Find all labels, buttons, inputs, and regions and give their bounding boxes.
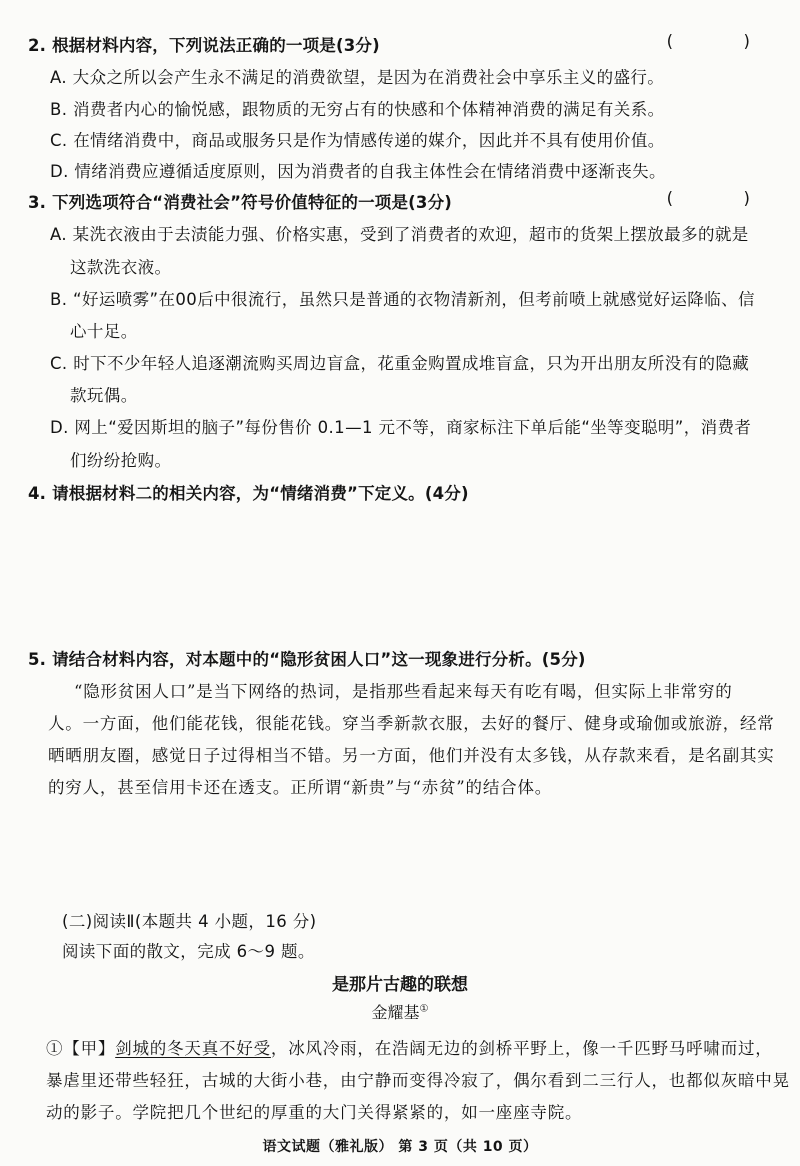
essay-underlined-sentence: 剑城的冬天真不好受	[115, 1039, 271, 1058]
essay-author-footnote-marker: ①	[419, 1003, 429, 1015]
question-5-stem: 5. 请结合材料内容，对本题中的“隐形贫困人口”这一现象进行分析。(5分)	[28, 650, 586, 669]
essay-paragraph-1-line1-rest: ，冰风冷雨，在浩阔无边的剑桥平野上，像一千匹野马呼啸而过，	[270, 1039, 773, 1058]
question-3-option-b-line1: B. “好运喷雾”在00后中很流行，虽然只是普通的衣物清新剂，但考前喷上就感觉好运降临、信	[50, 290, 755, 309]
essay-paragraph-marker: ①【甲】	[46, 1039, 116, 1058]
question-5-material-line3: 晒晒朋友圈，感觉日子过得相当不错。另一方面，他们并没有太多钱，从存款来看，是名副其实	[48, 746, 775, 765]
question-3-option-a-line1: A. 某洗衣液由于去渍能力强、价格实惠，受到了消费者的欢迎，超市的货架上摆放最多的就是	[50, 225, 749, 244]
page-footer: 语文试题（雅礼版） 第 3 页（共 10 页）	[262, 1139, 538, 1155]
question-2-option-a: A. 大众之所以会产生永不满足的消费欲望，是因为在消费社会中享乐主义的盛行。	[50, 68, 665, 87]
question-4-answer-space	[28, 510, 768, 640]
essay-author-name: 金耀基	[371, 1003, 420, 1022]
question-3-option-b-line2: 心十足。	[70, 322, 138, 341]
question-3-answer-bracket: ( )	[666, 189, 770, 208]
question-2-option-d: D. 情绪消费应遵循适度原则，因为消费者的自我主体性会在情绪消费中逐渐丧失。	[50, 162, 666, 181]
question-3-stem: 3. 下列选项符合“消费社会”符号价值特征的一项是(3分)	[28, 193, 453, 212]
question-4-stem: 4. 请根据材料二的相关内容，为“情绪消费”下定义。(4分)	[28, 484, 469, 503]
essay-author	[0, 1000, 800, 1023]
question-5-material-line4: 的穷人，甚至信用卡还在透支。正所谓“新贵”与“赤贫”的结合体。	[48, 778, 553, 797]
section-2-instruction: 阅读下面的散文，完成 6～9 题。	[62, 942, 315, 961]
question-2-answer-bracket: ( )	[666, 32, 770, 51]
question-3-option-c-line1: C. 时下不少年轻人追逐潮流购买周边盲盒，花重金购置成堆盲盒，只为开出朋友所没有的隐藏	[50, 354, 750, 373]
question-2-option-b: B. 消费者内心的愉悦感，跟物质的无穷占有的快感和个体精神消费的满足有关系。	[50, 100, 665, 119]
essay-paragraph-1-line3: 动的影子。学院把几个世纪的厚重的大门关得紧紧的，如一座座寺院。	[46, 1103, 583, 1122]
question-5-material-line1: “隐形贫困人口”是当下网络的热词，是指那些看起来每天有吃有喝，但实际上非常穷的	[74, 682, 733, 701]
essay-paragraph-1-line1	[46, 1035, 776, 1059]
question-2-stem: 2. 根据材料内容，下列说法正确的一项是(3分)	[28, 36, 380, 55]
question-2-option-c: C. 在情绪消费中，商品或服务只是作为情感传递的媒介，因此并不具有使用价值。	[50, 131, 665, 150]
section-2-heading: (二)阅读Ⅱ(本题共 4 小题，16 分)	[62, 912, 317, 931]
essay-title: 是那片古趣的联想	[332, 975, 468, 995]
question-5-material-line2: 人。一方面，他们能花钱，很能花钱。穿当季新款衣服，去好的餐厅、健身或瑜伽或旅游，经常	[48, 714, 775, 733]
question-5-answer-space	[28, 806, 768, 904]
question-3-option-a-line2: 这款洗衣液。	[70, 258, 172, 277]
question-3-option-c-line2: 款玩偶。	[70, 386, 138, 405]
question-3-option-d-line1: D. 网上“爱因斯坦的脑子”每份售价 0.1—1 元不等，商家标注下单后能“坐等变聪明”，消费者	[50, 418, 752, 437]
essay-paragraph-1-line2: 暴虐里还带些轻狂，古城的大街小巷，由宁静而变得冷寂了，偶尔看到二三行人，也都似灰暗中晃	[46, 1071, 790, 1090]
question-3-option-d-line2: 们纷纷抢购。	[70, 451, 172, 470]
